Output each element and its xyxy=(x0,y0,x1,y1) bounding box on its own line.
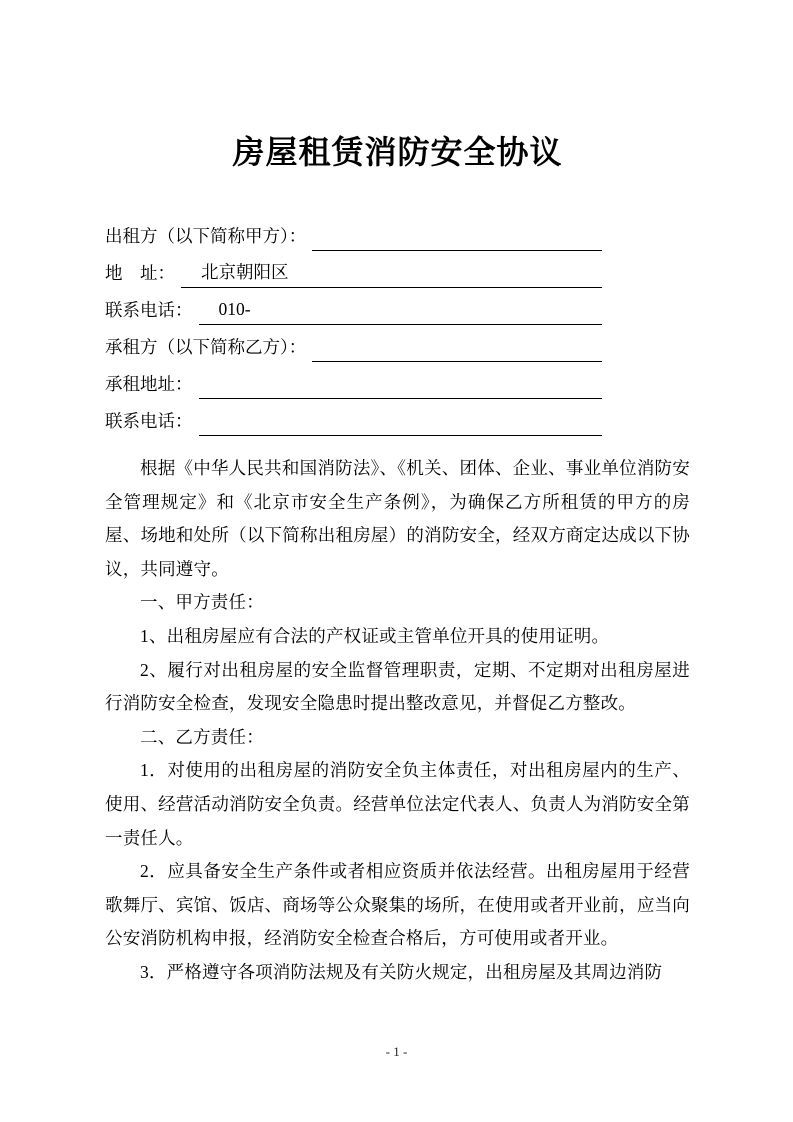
party-b-item-1: 1．对使用的出租房屋的消防安全负主体责任，对出租房屋内的生产、使用、经营活动消防安全负责。经营单位法定代表人、负责人为消防安全第一责任人。 xyxy=(105,760,690,848)
field-row-phone xyxy=(105,294,602,331)
party-a-item-2: 2、履行对出租房屋的安全监督管理职责，定期、不定期对出租房屋进行消防安全检查，发现安全隐患时提出整改意见，并督促乙方整改。 xyxy=(105,659,690,714)
party-info-form xyxy=(105,220,602,442)
lease-address-input-line[interactable] xyxy=(199,368,603,399)
lease-address-label: 承租地址： xyxy=(105,374,193,394)
field-row-lease-address xyxy=(105,368,602,405)
lessor-value xyxy=(312,225,332,245)
lessee-phone-value xyxy=(199,410,219,430)
lessee-value xyxy=(312,336,332,356)
party-b-item-3-partial: 3．严格遵守各项消防法规及有关防火规定，出租房屋及其周边消防 xyxy=(140,961,663,982)
phone-label: 联系电话： xyxy=(105,300,193,320)
phone-value: 010- xyxy=(218,299,251,319)
page-content xyxy=(105,0,690,990)
lessee-phone-label: 联系电话： xyxy=(105,411,193,431)
phone-input-line[interactable] xyxy=(199,294,603,325)
lessee-phone-input-line[interactable] xyxy=(199,405,603,436)
document-title: 房屋租赁消防安全协议 xyxy=(232,134,563,170)
lessee-label: 承租方（以下简称乙方）： xyxy=(105,337,307,357)
address-input-line[interactable] xyxy=(181,257,602,288)
heading-party-a-duties: 一、甲方责任： xyxy=(140,592,264,613)
address-label: 地 址： xyxy=(105,263,175,283)
lessor-input-line[interactable] xyxy=(312,220,602,251)
field-row-address xyxy=(105,257,602,294)
field-row-lessor xyxy=(105,220,602,257)
lease-address-value xyxy=(199,373,219,393)
page-number: - 1 - xyxy=(385,1044,408,1059)
field-row-lessee xyxy=(105,331,602,368)
lessor-label: 出租方（以下简称甲方）： xyxy=(105,226,307,246)
lessee-input-line[interactable] xyxy=(312,331,602,362)
heading-party-b-duties: 二、乙方责任： xyxy=(140,726,264,747)
field-row-lessee-phone xyxy=(105,405,602,442)
party-a-item-1: 1、出租房屋应有合法的产权证或主管单位开具的使用证明。 xyxy=(140,625,610,646)
agreement-body xyxy=(105,452,690,990)
address-value: 北京朝阳区 xyxy=(201,262,289,282)
party-b-item-2: 2．应具备安全生产条件或者相应资质并依法经营。出租房屋用于经营歌舞厅、宾馆、饭店、商场等公众聚集的场所，在使用或者开业前，应当向公安消防机构申报，经消防安全检查合格后，方可使用或者开业。 xyxy=(105,861,690,949)
paragraph-preamble: 根据《中华人民共和国消防法》、《机关、团体、企业、事业单位消防安全管理规定》和《北京市安全生产条例》，为确保乙方所租赁的甲方的房屋、场地和处所（以下简称出租房屋）的消防安全，经双方商定达成以下协议，共同遵守。 xyxy=(105,458,690,579)
